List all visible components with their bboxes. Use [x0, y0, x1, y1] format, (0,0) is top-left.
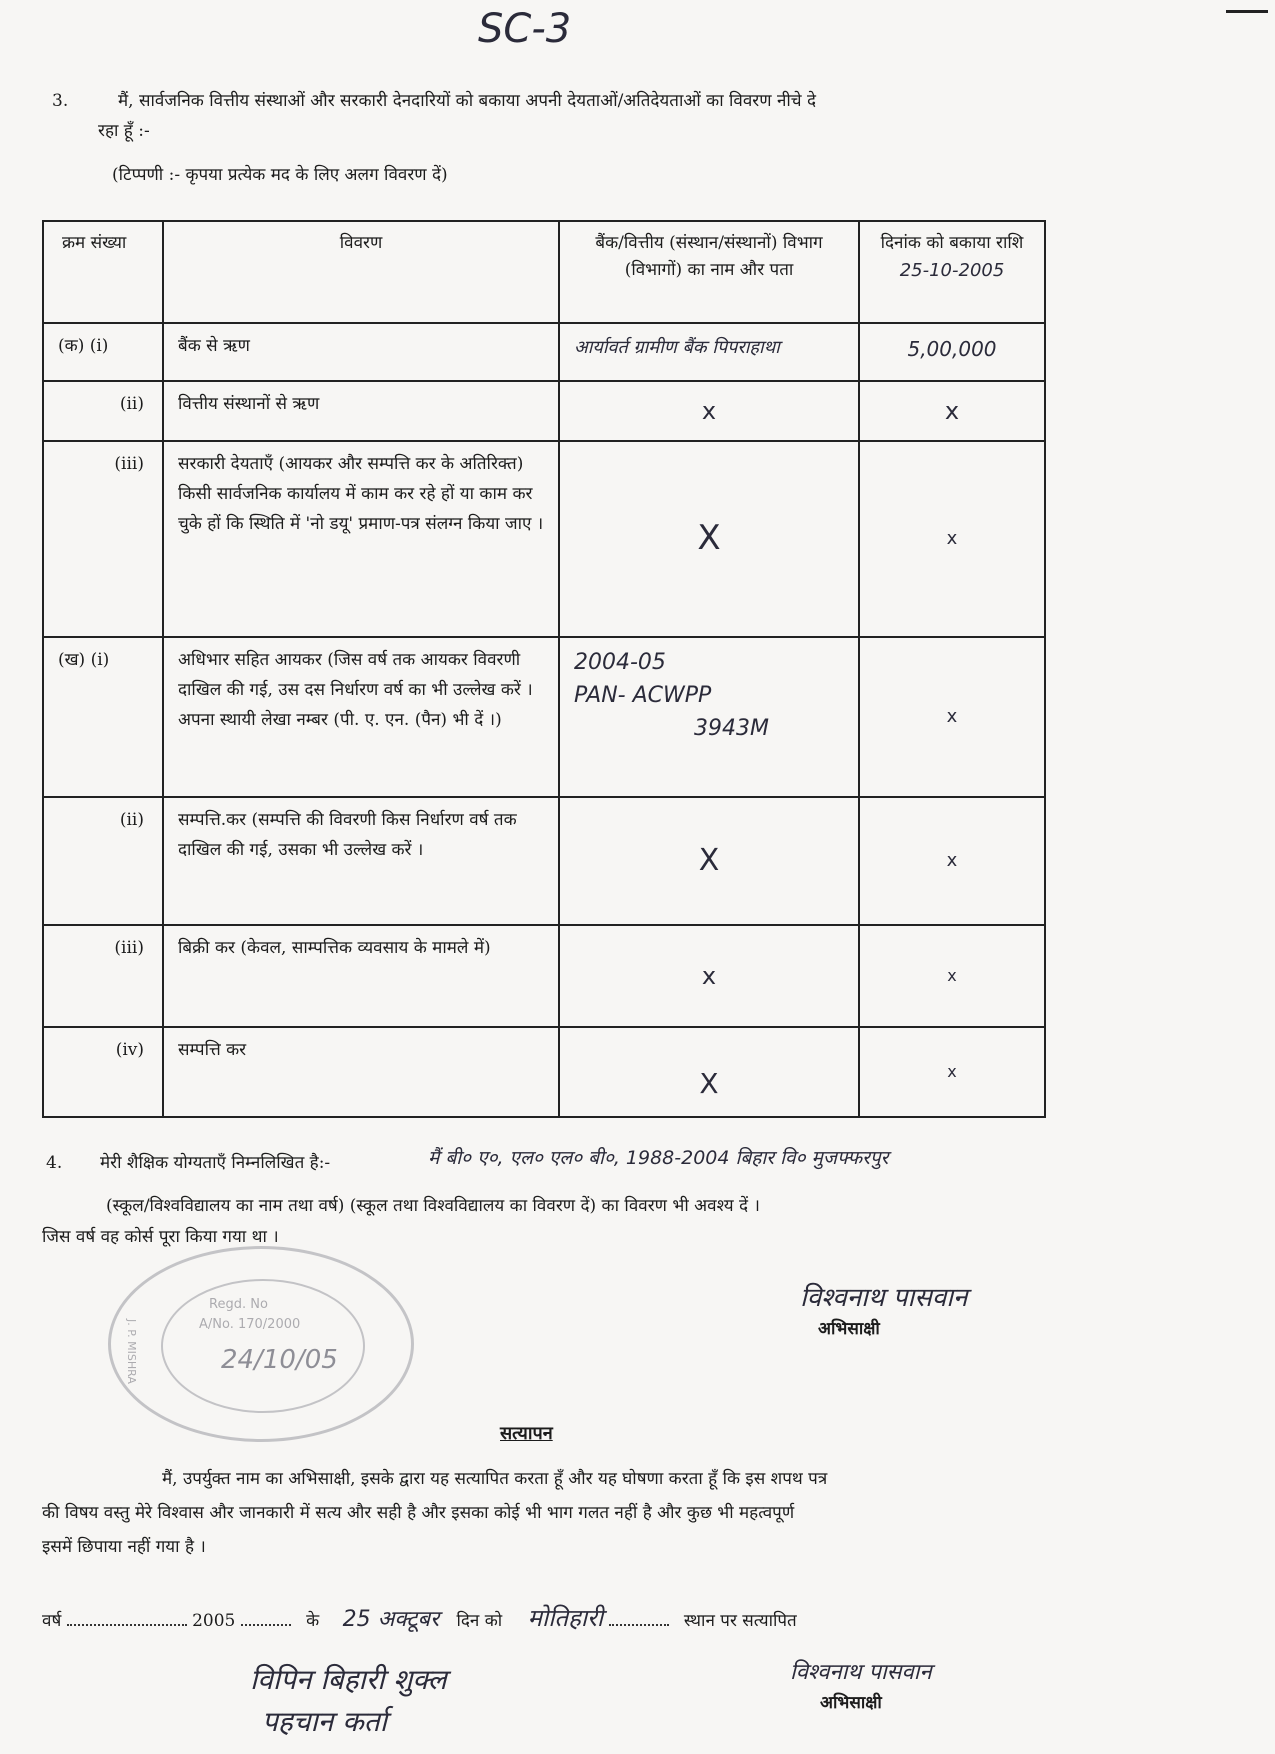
section3-text-line2: रहा हूँ :-: [98, 121, 150, 141]
table-header-row: [43, 221, 1045, 323]
section4-line2: (स्कूल/विश्वविद्यालय का नाम तथा वर्ष) (स्कूल तथा विश्वविद्यालय का विवरण दें) का विवरण भी अवश्य दें ।: [106, 1196, 760, 1216]
row-serial: (iv): [43, 1027, 163, 1117]
row-bank-mark: X: [559, 441, 859, 637]
row-description: अधिभार सहित आयकर (जिस वर्ष तक आयकर विवरणी दाखिल की गई, उस दस निर्धारण वर्ष का भी उल्लेख करें । अपना स्थायी लेखा नम्बर (पी. ए. एन. (पैन) भी दें ।): [163, 637, 559, 797]
deponent-label-1: अभिसाक्षी: [818, 1319, 880, 1339]
corner-dash: [1226, 10, 1268, 13]
header-amount-label: दिनांक को बकाया राशि: [880, 233, 1024, 253]
row-amount-mark: x: [859, 925, 1045, 1027]
row-description: वित्तीय संस्थानों से ऋण: [163, 381, 559, 441]
row-serial: (ii): [43, 797, 163, 925]
identifier-label: पहचान कर्ता: [262, 1705, 387, 1738]
identifier-signature: विपिन बिहारी शुक्ल: [250, 1663, 447, 1696]
seal-text-number: A/No. 170/2000: [199, 1317, 301, 1332]
section4-line3: जिस वर्ष वह कोर्स पूरा किया गया था ।: [42, 1227, 279, 1247]
pan-label: PAN- ACWPP: [574, 683, 712, 708]
seal-date: 24/10/05: [221, 1345, 338, 1375]
row-bank-mark: x: [559, 381, 859, 441]
verification-line3: इसमें छिपाया नहीं गया है ।: [42, 1537, 206, 1557]
top-mark: SC-3: [478, 6, 572, 52]
table-row: [43, 1027, 1045, 1117]
row-amount-mark: x: [859, 381, 1045, 441]
place-dots: [609, 1606, 669, 1626]
pan-year: 2004-05: [574, 650, 666, 675]
section3-text-line1: मैं, सार्वजनिक वित्तीय संस्थाओं और सरकारी देनदारियों को बकाया अपनी देयताओं/अतिदेयताओं का विवरण नीचे दे: [118, 91, 817, 111]
row-serial: (iii): [43, 441, 163, 637]
verification-line2: की विषय वस्तु मेरे विश्वास और जानकारी में सत्य और सही है और इसका कोई भी भाग गलत नहीं है और कुछ भी महत्वपूर्ण: [42, 1503, 795, 1523]
section3-number: 3.: [52, 91, 69, 111]
row-serial: (iii): [43, 925, 163, 1027]
row-bank-mark: X: [559, 1027, 859, 1117]
notary-seal: [108, 1246, 414, 1442]
table-row: [43, 797, 1045, 925]
row-description: सरकारी देयताएँ (आयकर और सम्पत्ति कर के अतिरिक्त) किसी सार्वजनिक कार्यालय में काम कर रहे हों या काम कर चुके हों कि स्थिति में 'नो डयू' प्रमाण-पत्र संलग्न किया जाए ।: [163, 441, 559, 637]
header-amount: [859, 221, 1045, 323]
pan-number: 3943M: [694, 716, 769, 741]
row-bank-mark: x: [559, 925, 859, 1027]
place-handwritten: मोतिहारी: [527, 1604, 604, 1632]
verification-line1: मैं, उपर्युक्त नाम का अभिसाक्षी, इसके द्वारा यह सत्यापित करता हूँ और यह घोषणा करता हूँ कि इस शपथ पत्र: [162, 1469, 828, 1489]
row-description: सम्पत्ति कर: [163, 1027, 559, 1117]
row-amount-mark: x: [859, 441, 1045, 637]
row-bank: आर्यावर्त ग्रामीण बैंक पिपराहाथा: [559, 323, 859, 381]
table-row: [43, 441, 1045, 637]
row-description: सम्पत्ति.कर (सम्पत्ति की विवरणी किस निर्धारण वर्ष तक दाखिल की गई, उसका भी उल्लेख करें ।: [163, 797, 559, 925]
section3-note: (टिप्पणी :- कृपया प्रत्येक मद के लिए अलग विवरण दें): [112, 165, 448, 185]
year-dots: [67, 1606, 187, 1626]
ke-label: के: [306, 1611, 320, 1631]
verification-title: सत्यापन: [500, 1423, 553, 1444]
header-serial: क्रम संख्या: [43, 221, 163, 323]
liabilities-table: [42, 220, 1046, 1118]
header-description: विवरण: [163, 221, 559, 323]
verification-date-line: [42, 1600, 1042, 1637]
deponent-signature-1: विश्वनाथ पासवान: [800, 1283, 968, 1313]
place-label: स्थान पर सत्यापित: [683, 1611, 797, 1631]
row-bank-pan: [559, 637, 859, 797]
row-amount-mark: x: [859, 797, 1045, 925]
section4-text: मेरी शैक्षिक योग्यताएँ निम्नलिखित है:-: [100, 1153, 331, 1173]
day-label: दिन को: [456, 1611, 503, 1631]
table-row: [43, 323, 1045, 381]
row-description: बिक्री कर (केवल, साम्पत्तिक व्यवसाय के मामले में): [163, 925, 559, 1027]
year-value: 2005: [192, 1611, 236, 1631]
row-description: बैंक से ऋण: [163, 323, 559, 381]
row-bank-mark: X: [559, 797, 859, 925]
deponent-signature-2: विश्वनाथ पासवान: [790, 1660, 932, 1685]
row-amount-mark: x: [859, 1027, 1045, 1117]
section4-number: 4.: [46, 1153, 63, 1173]
row-amount: 5,00,000: [859, 323, 1045, 381]
deponent-label-2: अभिसाक्षी: [820, 1693, 882, 1713]
year-label: वर्ष: [42, 1611, 62, 1631]
year-dots-2: [241, 1606, 291, 1626]
seal-rim-text: J. P. MISHRA: [125, 1319, 138, 1384]
table-row: [43, 381, 1045, 441]
row-serial: (क) (i): [43, 323, 163, 381]
row-serial: (ख) (i): [43, 637, 163, 797]
row-serial: (ii): [43, 381, 163, 441]
section4-handwritten: मैं बी० ए०, एल० एल० बी०, 1988-2004 बिहार वि० मुजफ्फरपुर: [428, 1147, 889, 1169]
table-row: [43, 925, 1045, 1027]
seal-text-regd: Regd. No: [209, 1297, 268, 1312]
table-row: [43, 637, 1045, 797]
header-bank: बैंक/वित्तीय (संस्थान/संस्थानों) विभाग (विभागों) का नाम और पता: [559, 221, 859, 323]
header-amount-date: 25-10-2005: [899, 260, 1005, 282]
date-handwritten: 25 अक्टूबर: [342, 1607, 440, 1632]
row-amount-mark: x: [859, 637, 1045, 797]
